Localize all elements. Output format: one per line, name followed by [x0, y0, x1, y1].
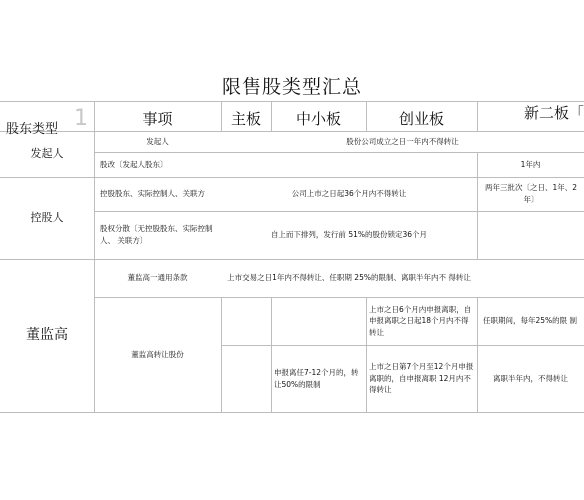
rule-col-sme-dsm: [271, 297, 272, 412]
dsm-sme-rule-b: 申报离任7-12个月的，转让50%的限制: [274, 367, 359, 389]
header-sme-board: 中小板: [295, 109, 341, 128]
category-controller: 控股人: [30, 211, 64, 225]
promoter-item-2: 股改〔发起人股东〕: [100, 159, 168, 169]
header-corner-number: 1: [74, 106, 88, 131]
dsm-item-1: 董监高一通用条款: [127, 273, 188, 283]
header-main-board: 主板: [230, 109, 261, 128]
header-neeq-board: 新二板「: [524, 104, 584, 122]
rule-top: [0, 101, 584, 102]
promoter-item-1: 发起人: [146, 136, 169, 146]
promoter-item-1-rule: 股份公司成立之日一年内不得转让: [346, 136, 459, 146]
dsm-item-2: 董监高转让股份: [131, 349, 184, 359]
dsm-neeq-rule-a: 任职期间，每年25%的限 制: [483, 316, 578, 326]
controller-item-1-rule: 公司上市之日起36个月内不得转让: [291, 189, 407, 199]
rule-col-main-dsm: [221, 297, 222, 412]
dsm-gem-rule-a: 上市之日6个月内申报离职，自申报离职之日起18个月内不得转让: [369, 304, 472, 337]
rule-col-gem-dsm: [366, 297, 367, 412]
rule-bottom: [0, 412, 584, 413]
category-dsm: 董监高: [26, 326, 68, 343]
header-matter: 事项: [142, 109, 173, 128]
controller-item-1: 控股股东、实际控制人、关联方: [100, 189, 205, 199]
header-corner-label: 股东类型: [6, 122, 59, 137]
controller-item-2-rule: 自上而下排列，发行前 51%的股份锁定36个月: [270, 230, 428, 240]
category-promoter: 发起人: [30, 147, 64, 161]
dsm-item-1-rule: 上市交易之日1年内不得转让、任职期 25%的限制、离职半年内不 得转让: [227, 273, 471, 283]
dsm-neeq-rule-b: 离职半年内，不得转让: [493, 373, 568, 383]
rule-col-neeq-hdr: [477, 101, 478, 131]
controller-item-1-neeq: 两年三批次〔之日、1年、2年〕: [484, 183, 578, 204]
promoter-item-2-neeq: 1年内: [520, 159, 541, 169]
dsm-gem-rule-b: 上市之日第7个月至12个月申报离职的，自申报离职 12月内不得转让: [369, 362, 474, 395]
header-gem-board: 创业板: [398, 109, 444, 128]
page-title: 限售股类型汇总: [221, 76, 362, 98]
controller-item-2: 股权分散〔无控股股东、实际控制人、 关联方〕: [100, 224, 213, 245]
